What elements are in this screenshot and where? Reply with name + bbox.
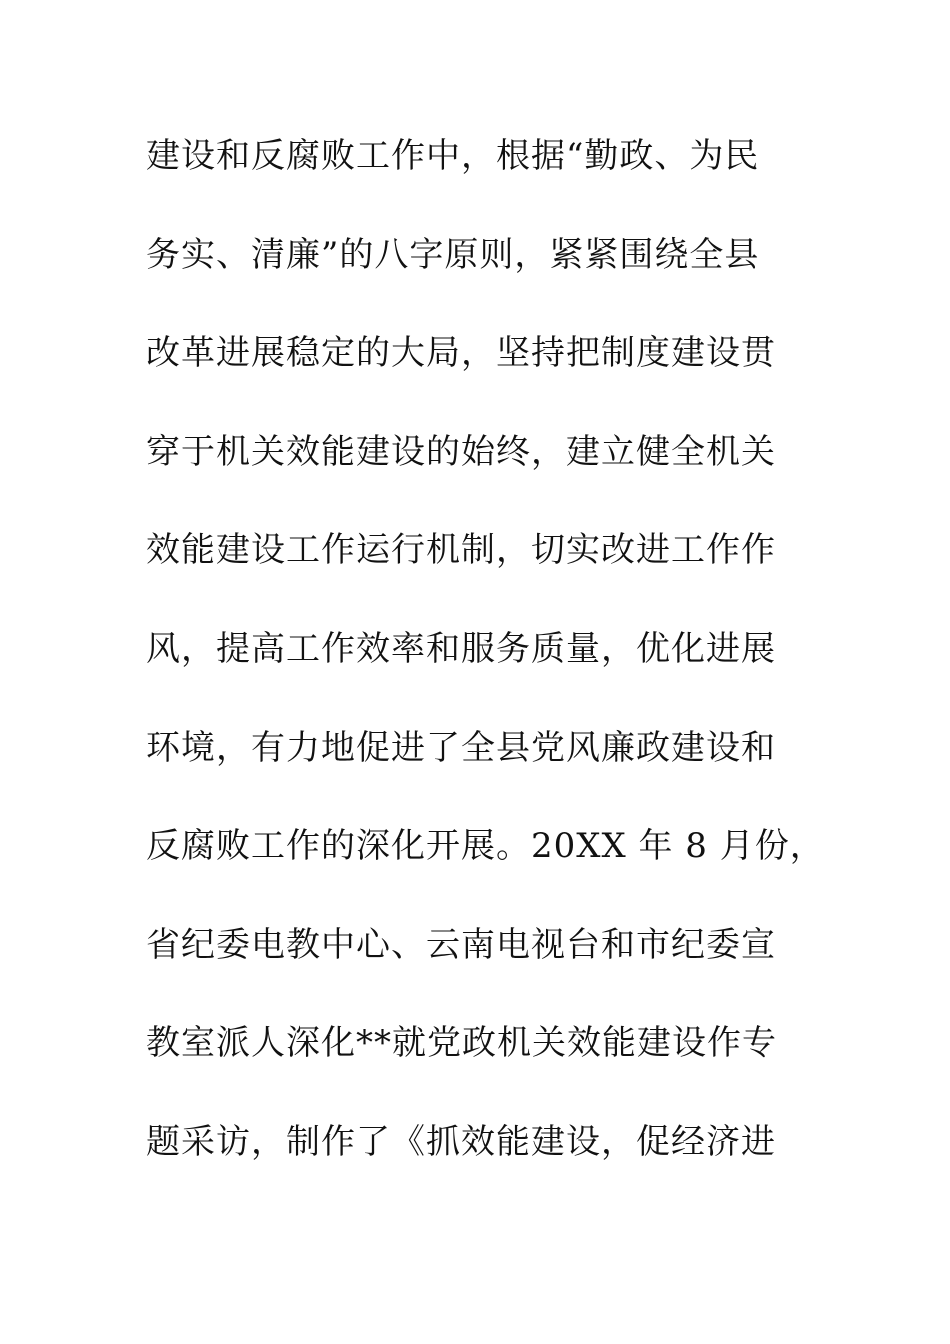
text-line-8: 反腐败工作的深化开展。20XX 年 8 月份，	[146, 826, 825, 867]
text-line-9: 省纪委电教中心、云南电视台和市纪委宣	[146, 924, 776, 965]
text-line-4: 穿于机关效能建设的始终，建立健全机关	[146, 431, 776, 472]
text-line-6: 风，提高工作效率和服务质量，优化进展	[146, 628, 776, 669]
text-line-1: 建设和反腐败工作中，根据“勤政、为民	[146, 136, 760, 176]
text-line-11: 题采访，制作了《抓效能建设，促经济进	[146, 1121, 776, 1162]
text-line-5: 效能建设工作运行机制，切实改进工作作	[146, 530, 776, 571]
text-line-10: 教室派人深化**就党政机关效能建设作专	[146, 1023, 777, 1064]
body-paragraph	[146, 128, 826, 1213]
text-line-3: 改革进展稳定的大局，坚持把制度建设贯	[146, 333, 776, 374]
text-line-7: 环境，有力地促进了全县党风廉政建设和	[146, 727, 776, 768]
text-line-2: 务实、清廉”的八字原则，紧紧围绕全县	[146, 234, 760, 275]
